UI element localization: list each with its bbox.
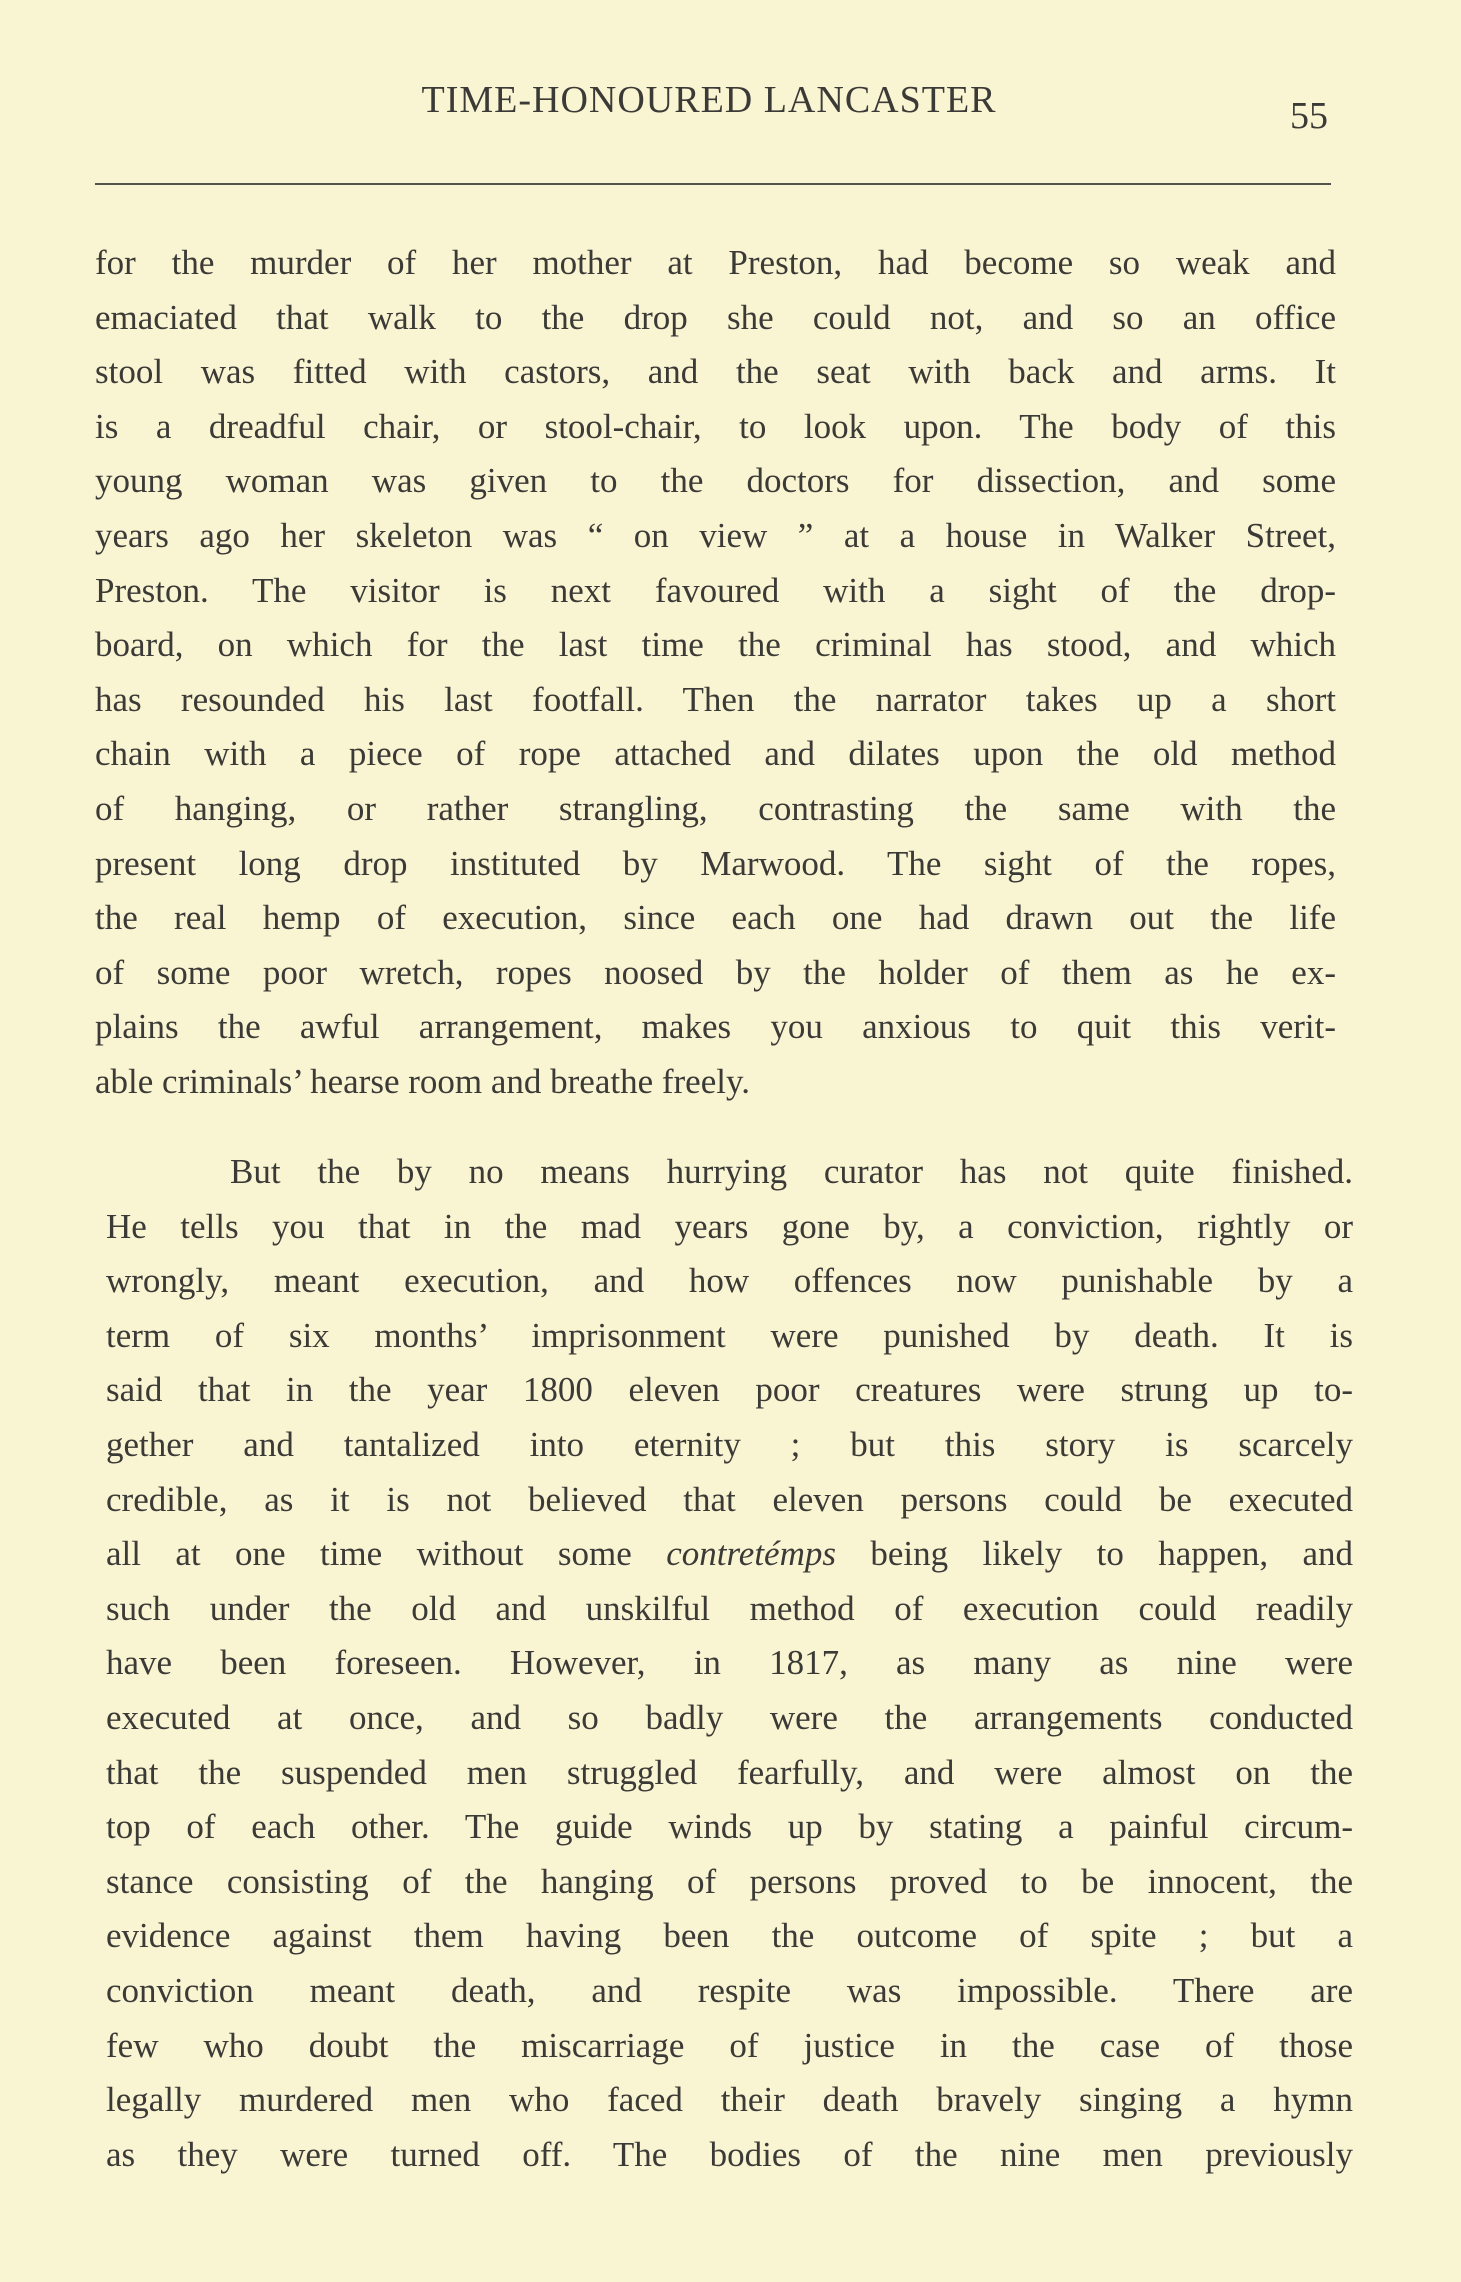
paragraph-2: [106, 1145, 1353, 2182]
text-line: But the by no means hurrying curator has not quite finished.: [230, 1152, 1353, 1191]
text-line: term of six months’ imprisonment were punished by death. It is: [106, 1315, 1353, 1355]
text-line: [106, 1527, 1353, 1582]
text-line: stool was fitted with castors, and the seat with back and arms. It: [95, 352, 1336, 392]
text-line: said that in the year 1800 eleven poor creatures were strung up to-: [106, 1370, 1353, 1410]
text-line: legally murdered men who faced their death bravely singing a hymn: [106, 2080, 1353, 2120]
text-segment: all at one time without some: [106, 1534, 667, 1574]
text-line: have been foreseen. However, in 1817, as many as nine were: [106, 1643, 1353, 1683]
text-line: emaciated that walk to the drop she could not, and so an office: [95, 297, 1336, 337]
text-line: young woman was given to the doctors for dissection, and some: [95, 461, 1336, 501]
text-line: is a dreadful chair, or stool-chair, to look upon. The body of this: [95, 406, 1336, 446]
text-line: executed at once, and so badly were the arrangements conducted: [106, 1697, 1353, 1737]
text-line: that the suspended men struggled fearfully, and were almost on the: [106, 1752, 1353, 1792]
text-line: has resounded his last footfall. Then the narrator takes up a short: [95, 679, 1336, 719]
text-line: credible, as it is not believed that eleven persons could be executed: [106, 1479, 1353, 1519]
text-line: few who doubt the miscarriage of justice in the case of those: [106, 2025, 1353, 2065]
text-line: as they were turned off. The bodies of the nine men previously: [106, 2134, 1353, 2174]
paragraph-1: [95, 236, 1336, 1110]
text-line: the real hemp of execution, since each one had drawn out the life: [95, 898, 1336, 938]
text-line: conviction meant death, and respite was impossible. There are: [106, 1970, 1353, 2010]
text-line: top of each other. The guide winds up by stating a painful circum-: [106, 1807, 1353, 1847]
text-line: of hanging, or rather strangling, contrasting the same with the: [95, 788, 1336, 828]
text-line: such under the old and unskilful method of execution could readily: [106, 1588, 1353, 1628]
text-line: able criminals’ hearse room and breathe freely.: [95, 1061, 750, 1101]
page-number: 55: [1290, 95, 1328, 137]
text-line: present long drop instituted by Marwood. The sight of the ropes,: [95, 843, 1336, 883]
text-line: gether and tantalized into eternity ; but this story is scarcely: [106, 1424, 1353, 1464]
text-line: He tells you that in the mad years gone by, a conviction, rightly or: [106, 1206, 1353, 1246]
text-segment: being likely to happen, and: [835, 1534, 1354, 1574]
text-line: of some poor wretch, ropes noosed by the holder of them as he ex-: [95, 952, 1336, 992]
text-line: stance consisting of the hanging of persons proved to be innocent, the: [106, 1861, 1353, 1901]
running-title: TIME-HONOURED LANCASTER: [421, 79, 997, 121]
text-line: plains the awful arrangement, makes you anxious to quit this verit-: [95, 1007, 1336, 1047]
text-line: years ago her skeleton was “ on view ” at a house in Walker Street,: [95, 515, 1336, 555]
text-line: board, on which for the last time the criminal has stood, and which: [95, 625, 1336, 665]
text-line: Preston. The visitor is next favoured with a sight of the drop-: [95, 570, 1336, 610]
text-line: wrongly, meant execution, and how offences now punishable by a: [106, 1261, 1353, 1301]
text-line: chain with a piece of rope attached and dilates upon the old method: [95, 734, 1336, 774]
text-line: evidence against them having been the outcome of spite ; but a: [106, 1916, 1353, 1956]
italic-word: contretémps: [666, 1534, 836, 1574]
header-rule: [95, 183, 1331, 185]
text-line: for the murder of her mother at Preston, had become so weak and: [95, 243, 1336, 282]
